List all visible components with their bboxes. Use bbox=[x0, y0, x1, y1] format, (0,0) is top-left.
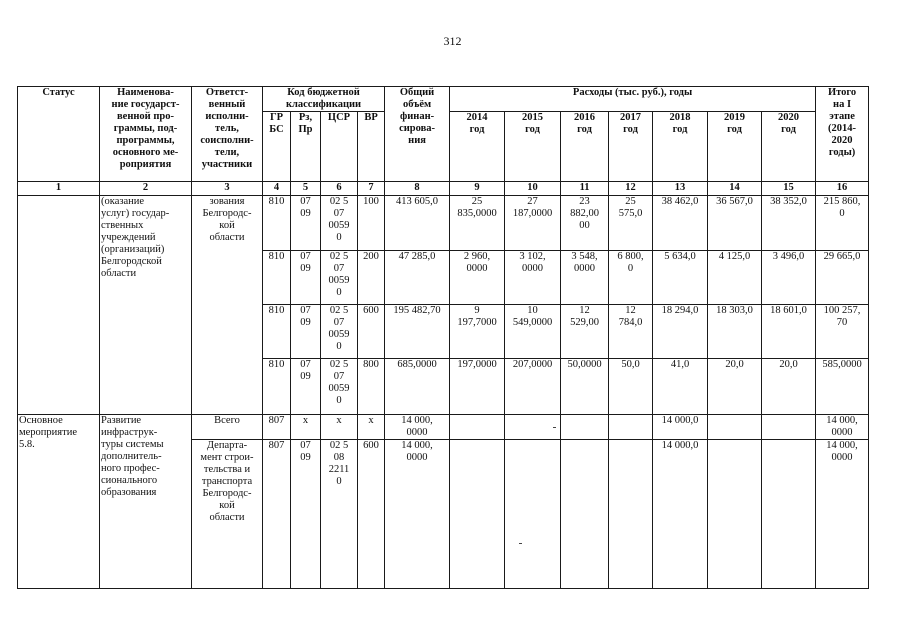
year-2015-cell: 207,0000 bbox=[505, 359, 561, 415]
year-2017-cell bbox=[609, 440, 653, 589]
header-csr: ЦСР bbox=[321, 112, 358, 182]
rzpr-cell: 07 09 bbox=[291, 440, 321, 589]
year-2020-cell: 3 496,0 bbox=[762, 251, 816, 305]
year-2019-cell: 4 125,0 bbox=[708, 251, 762, 305]
vr-cell: 600 bbox=[358, 305, 385, 359]
year-2017-cell: 50,0 bbox=[609, 359, 653, 415]
year-2019-cell: 36 567,0 bbox=[708, 196, 762, 251]
col-number: 13 bbox=[653, 182, 708, 196]
year-2016-cell: 3 548, 0000 bbox=[561, 251, 609, 305]
executor-cell: зования Белгородс- кой области bbox=[192, 196, 263, 415]
year-2017-cell: 6 800, 0 bbox=[609, 251, 653, 305]
grbs-cell: 810 bbox=[263, 196, 291, 251]
header-status: Статус bbox=[18, 87, 100, 182]
rzpr-cell: 07 09 bbox=[291, 359, 321, 415]
executor-cell: Всего bbox=[192, 415, 263, 440]
header-rzpr: Рз, Пр bbox=[291, 112, 321, 182]
col-number: 11 bbox=[561, 182, 609, 196]
year-2018-cell: 41,0 bbox=[653, 359, 708, 415]
program-name-cell: (оказание услуг) государ- ственных учреждений (организаций) Белгородской области bbox=[100, 196, 192, 415]
col-number: 1 bbox=[18, 182, 100, 196]
page-number: 312 bbox=[443, 34, 462, 48]
header-stage-total: Итого на I этапе (2014- 2020 годы) bbox=[816, 87, 869, 182]
grbs-cell: 810 bbox=[263, 359, 291, 415]
header-year: 2014 год bbox=[450, 112, 505, 182]
table-row bbox=[18, 415, 869, 440]
year-2020-cell: 18 601,0 bbox=[762, 305, 816, 359]
header-vr: ВР bbox=[358, 112, 385, 182]
year-2016-cell bbox=[561, 440, 609, 589]
year-2015-cell: 27 187,0000 bbox=[505, 196, 561, 251]
year-2017-cell bbox=[609, 415, 653, 440]
csr-cell: 02 5 07 0059 0 bbox=[321, 196, 358, 251]
col-number: 5 bbox=[291, 182, 321, 196]
year-2014-cell bbox=[450, 415, 505, 440]
status-cell: Основное мероприятие 5.8. bbox=[18, 415, 100, 589]
executor-cell: Департа- мент строи- тельства и транспорта Белгородс- кой области bbox=[192, 440, 263, 589]
csr-cell: 02 5 07 0059 0 bbox=[321, 251, 358, 305]
year-2018-cell: 38 462,0 bbox=[653, 196, 708, 251]
program-name-cell: Развитие инфраструк- туры системы дополнитель- ного профес- сионального образования bbox=[100, 415, 192, 589]
vr-cell: 800 bbox=[358, 359, 385, 415]
grbs-cell: 810 bbox=[263, 251, 291, 305]
col-number: 10 bbox=[505, 182, 561, 196]
rzpr-cell: х bbox=[291, 415, 321, 440]
grbs-cell: 810 bbox=[263, 305, 291, 359]
rzpr-cell: 07 09 bbox=[291, 251, 321, 305]
col-number: 8 bbox=[385, 182, 450, 196]
header-year: 2018 год bbox=[653, 112, 708, 182]
year-2015-cell: 3 102, 0000 bbox=[505, 251, 561, 305]
stage-total-cell: 585,0000 bbox=[816, 359, 869, 415]
col-number: 15 bbox=[762, 182, 816, 196]
year-2019-cell bbox=[708, 440, 762, 589]
year-2014-cell: 9 197,7000 bbox=[450, 305, 505, 359]
csr-cell: 02 5 07 0059 0 bbox=[321, 305, 358, 359]
vr-cell: х bbox=[358, 415, 385, 440]
stage-total-cell: 29 665,0 bbox=[816, 251, 869, 305]
col-number: 14 bbox=[708, 182, 762, 196]
year-2018-cell: 18 294,0 bbox=[653, 305, 708, 359]
scan-speck bbox=[553, 427, 556, 428]
header-year: 2020 год bbox=[762, 112, 816, 182]
total-cell: 14 000, 0000 bbox=[385, 415, 450, 440]
header-executor: Ответст- венный исполни- тель, соисполни- тели, участники bbox=[192, 87, 263, 182]
total-cell: 195 482,70 bbox=[385, 305, 450, 359]
grbs-cell: 807 bbox=[263, 415, 291, 440]
vr-cell: 600 bbox=[358, 440, 385, 589]
col-number: 7 bbox=[358, 182, 385, 196]
header-year: 2015 год bbox=[505, 112, 561, 182]
year-2016-cell: 50,0000 bbox=[561, 359, 609, 415]
stage-total-cell: 14 000, 0000 bbox=[816, 415, 869, 440]
header-program-name: Наименова- ние государст- венной про- граммы, под- программы, основного ме- роприятия bbox=[100, 87, 192, 182]
year-2016-cell bbox=[561, 415, 609, 440]
total-cell: 14 000, 0000 bbox=[385, 440, 450, 589]
year-2015-cell: 10 549,0000 bbox=[505, 305, 561, 359]
header-year: 2016 год bbox=[561, 112, 609, 182]
col-number: 12 bbox=[609, 182, 653, 196]
year-2020-cell bbox=[762, 415, 816, 440]
rzpr-cell: 07 09 bbox=[291, 196, 321, 251]
grbs-cell: 807 bbox=[263, 440, 291, 589]
year-2014-cell: 2 960, 0000 bbox=[450, 251, 505, 305]
status-cell bbox=[18, 196, 100, 415]
year-2020-cell: 38 352,0 bbox=[762, 196, 816, 251]
scan-speck bbox=[519, 543, 522, 544]
header-grbs: ГР БС bbox=[263, 112, 291, 182]
header-budget-code: Код бюджетной классификации bbox=[263, 87, 385, 112]
header-year: 2017 год bbox=[609, 112, 653, 182]
year-2018-cell: 5 634,0 bbox=[653, 251, 708, 305]
col-number: 4 bbox=[263, 182, 291, 196]
total-cell: 685,0000 bbox=[385, 359, 450, 415]
year-2014-cell bbox=[450, 440, 505, 589]
col-number: 9 bbox=[450, 182, 505, 196]
budget-table bbox=[17, 86, 869, 589]
csr-cell: 02 5 08 2211 0 bbox=[321, 440, 358, 589]
stage-total-cell: 14 000, 0000 bbox=[816, 440, 869, 589]
year-2017-cell: 12 784,0 bbox=[609, 305, 653, 359]
year-2016-cell: 12 529,00 bbox=[561, 305, 609, 359]
header-year: 2019 год bbox=[708, 112, 762, 182]
year-2014-cell: 197,0000 bbox=[450, 359, 505, 415]
col-number: 6 bbox=[321, 182, 358, 196]
year-2020-cell: 20,0 bbox=[762, 359, 816, 415]
stage-total-cell: 215 860, 0 bbox=[816, 196, 869, 251]
col-number: 16 bbox=[816, 182, 869, 196]
total-cell: 413 605,0 bbox=[385, 196, 450, 251]
year-2019-cell: 20,0 bbox=[708, 359, 762, 415]
stage-total-cell: 100 257, 70 bbox=[816, 305, 869, 359]
col-number: 2 bbox=[100, 182, 192, 196]
year-2014-cell: 25 835,0000 bbox=[450, 196, 505, 251]
vr-cell: 200 bbox=[358, 251, 385, 305]
year-2015-cell bbox=[505, 440, 561, 589]
rzpr-cell: 07 09 bbox=[291, 305, 321, 359]
table-row bbox=[18, 196, 869, 251]
vr-cell: 100 bbox=[358, 196, 385, 251]
year-2019-cell: 18 303,0 bbox=[708, 305, 762, 359]
csr-cell: х bbox=[321, 415, 358, 440]
year-2018-cell: 14 000,0 bbox=[653, 415, 708, 440]
header-total-volume: Общий объём финан- сирова- ния bbox=[385, 87, 450, 182]
total-cell: 47 285,0 bbox=[385, 251, 450, 305]
year-2017-cell: 25 575,0 bbox=[609, 196, 653, 251]
csr-cell: 02 5 07 0059 0 bbox=[321, 359, 358, 415]
year-2018-cell: 14 000,0 bbox=[653, 440, 708, 589]
col-number: 3 bbox=[192, 182, 263, 196]
year-2020-cell bbox=[762, 440, 816, 589]
year-2019-cell bbox=[708, 415, 762, 440]
header-expenses: Расходы (тыс. руб.), годы bbox=[450, 87, 816, 112]
year-2016-cell: 23 882,00 00 bbox=[561, 196, 609, 251]
